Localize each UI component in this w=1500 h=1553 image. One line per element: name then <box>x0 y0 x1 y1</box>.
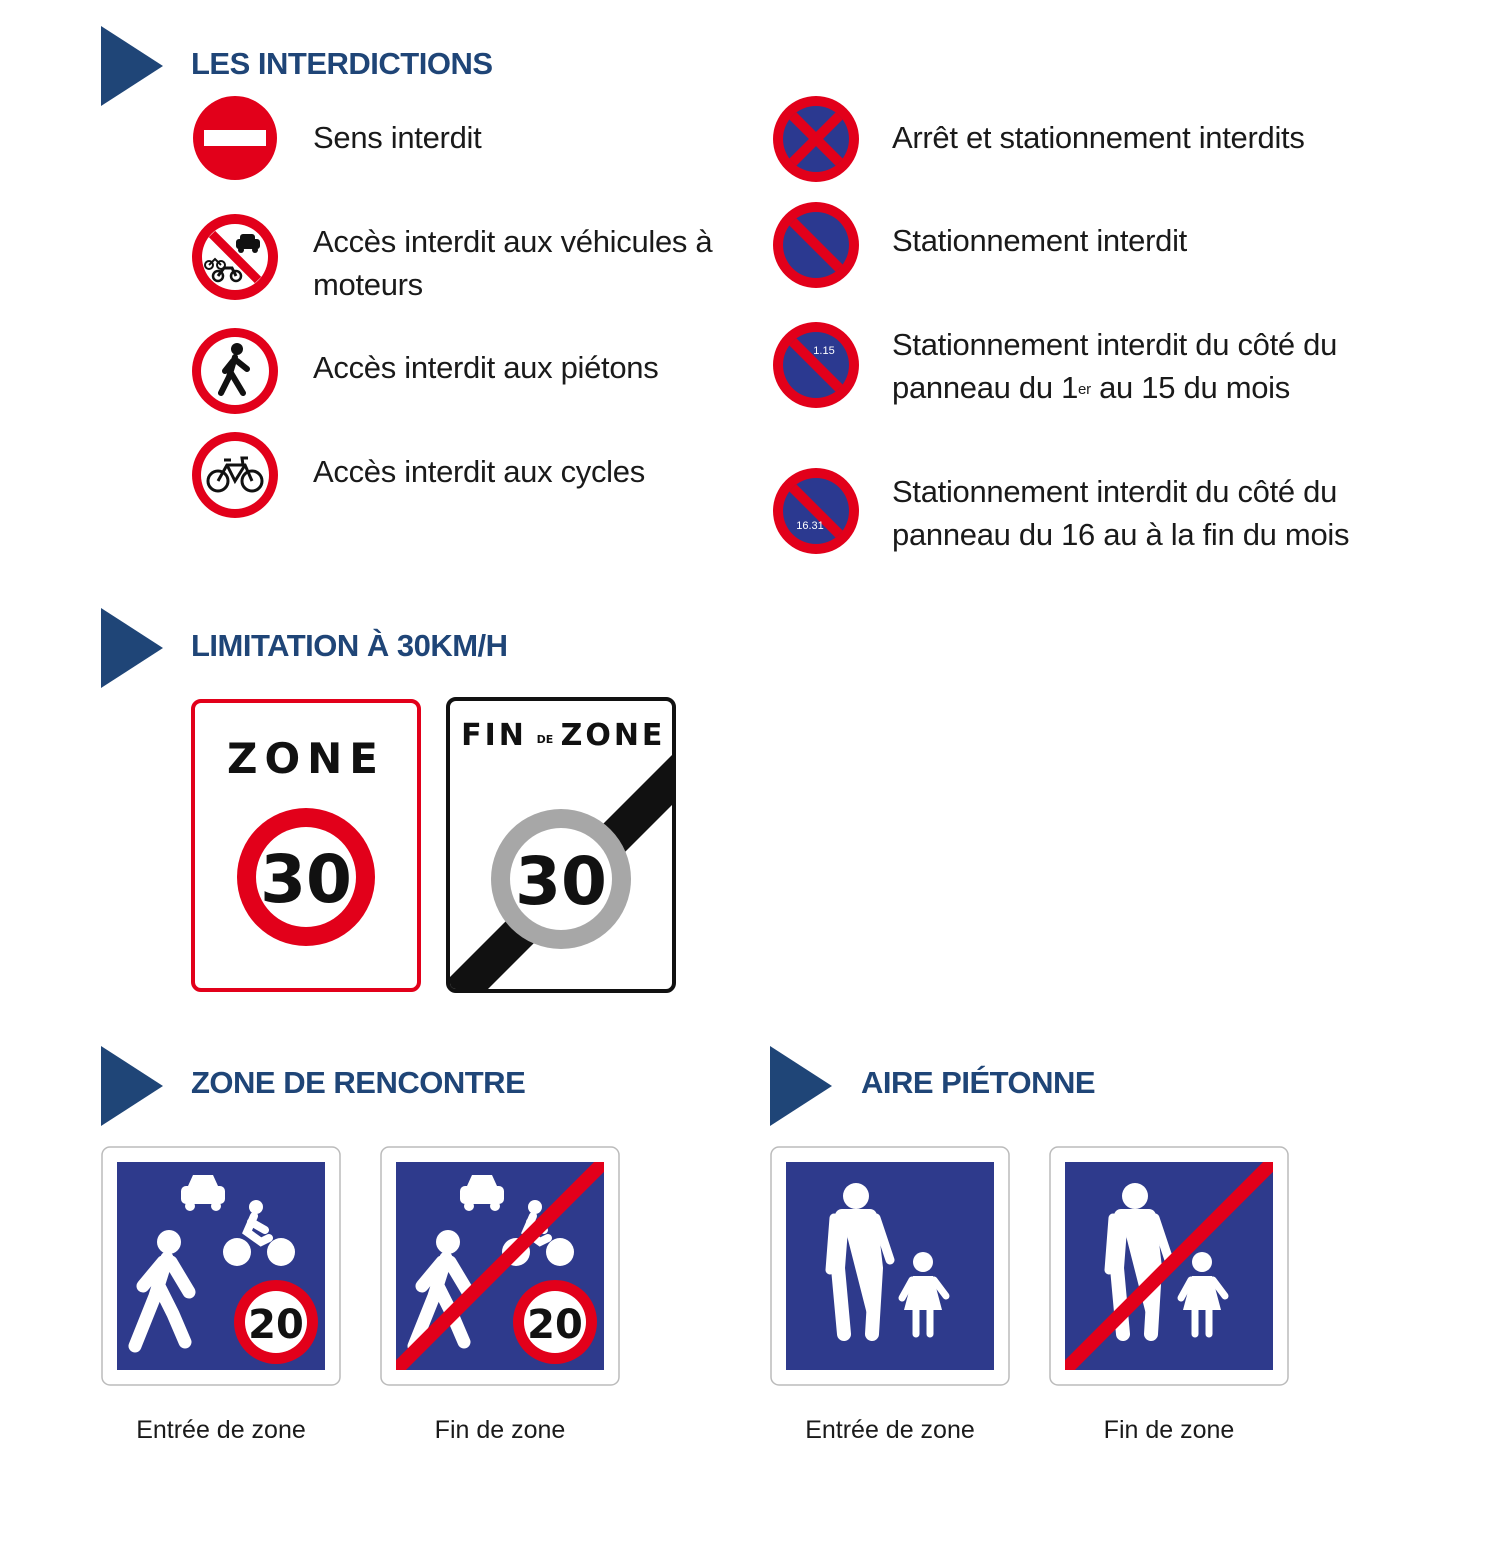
no-stopping-sign-icon <box>772 95 860 183</box>
section-title-limitation: LIMITATION À 30KM/H <box>191 628 508 663</box>
zone-rencontre-end-sign-icon <box>380 1146 620 1386</box>
speed-20-text: 20 <box>248 1302 304 1348</box>
zone-rencontre-entry-sign-icon <box>101 1146 341 1386</box>
no-parking-sign-icon <box>772 201 860 289</box>
section-title-interdictions: LES INTERDICTIONS <box>191 46 493 81</box>
label-part-1: Stationnement interdit du côté du panneau du 1 <box>892 327 1338 405</box>
caption-pietonne-fin: Fin de zone <box>1103 1416 1235 1444</box>
label-pietons: Accès interdit aux piétons <box>313 350 659 385</box>
no-cycles-sign-icon <box>191 431 279 519</box>
aire-pietonne-entry-sign-icon <box>770 1146 1010 1386</box>
zone-30-sign-icon <box>191 699 421 992</box>
sign-text-16-31: 16.31 <box>796 520 824 532</box>
label-sup: er <box>1078 381 1091 398</box>
speed-30-text: 30 <box>260 841 352 918</box>
label-part-2: au 15 du mois <box>1090 370 1290 405</box>
label-stationnement: Stationnement interdit <box>892 223 1187 258</box>
end-speed-20-text: 20 <box>527 1302 583 1348</box>
zone-text: ZONE <box>227 734 385 783</box>
de-text: DE <box>536 733 554 746</box>
section-arrow-icon <box>101 26 163 106</box>
label-vehicules-moteurs: Accès interdit aux véhicules à moteurs <box>313 224 713 302</box>
section-arrow-icon <box>770 1046 832 1126</box>
fin-text: FIN <box>461 718 527 753</box>
section-title-rencontre: ZONE DE RENCONTRE <box>191 1065 526 1100</box>
end-speed-30-text: 30 <box>515 843 607 920</box>
label-stationnement-1-15 <box>892 323 1372 409</box>
caption-rencontre-fin: Fin de zone <box>434 1416 566 1444</box>
no-pedestrians-sign-icon <box>191 327 279 415</box>
label-stationnement-16-31: Stationnement interdit du côté du panneau du 16 au à la fin du mois <box>892 474 1350 552</box>
no-parking-16-31-sign-icon <box>772 467 860 555</box>
no-parking-1-15-sign-icon <box>772 321 860 409</box>
section-title-pietonne: AIRE PIÉTONNE <box>861 1065 1096 1100</box>
zone-text-end: ZONE <box>560 718 666 753</box>
label-sens-interdit: Sens interdit <box>313 120 482 155</box>
caption-rencontre-entree: Entrée de zone <box>136 1416 306 1444</box>
sign-text-1-15: 1.15 <box>813 345 835 357</box>
no-motor-vehicles-sign-icon <box>191 213 279 301</box>
section-arrow-icon <box>101 608 163 688</box>
aire-pietonne-end-sign-icon <box>1049 1146 1289 1386</box>
section-arrow-icon <box>101 1046 163 1126</box>
label-cycles: Accès interdit aux cycles <box>313 454 645 489</box>
caption-pietonne-entree: Entrée de zone <box>805 1416 975 1444</box>
no-entry-sign-icon <box>192 95 278 181</box>
label-arret-stationnement: Arrêt et stationnement interdits <box>892 120 1305 155</box>
end-zone-30-sign-icon <box>446 697 676 993</box>
